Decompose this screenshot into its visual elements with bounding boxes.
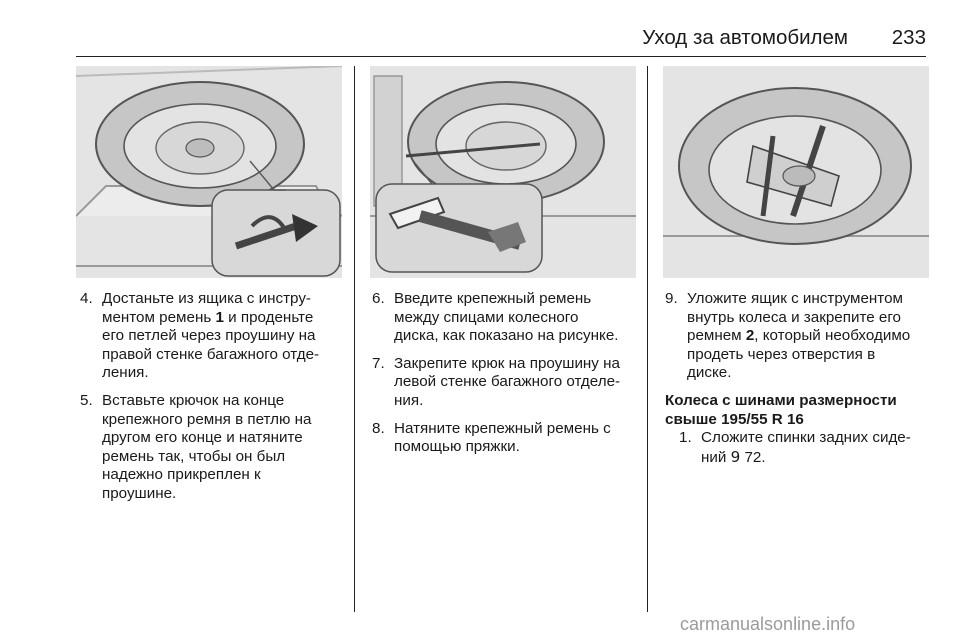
callout-number: 1 [215, 308, 224, 326]
list-item-number: 5. [80, 391, 93, 409]
callout-number: 2 [745, 327, 755, 345]
list-item-number: 6. [372, 290, 385, 307]
page-reference-icon: 9 [730, 447, 741, 466]
list-item-text: Сложите спинки задних сиде- ний 9 72. [701, 429, 911, 466]
list-item-number: 8. [372, 419, 385, 437]
figure-strap-through-rim [370, 66, 636, 278]
figure-2-drawing [370, 66, 636, 278]
list-item [665, 290, 933, 383]
header-rule [76, 56, 926, 57]
list-item-text: Натяните крепежный ремень с помощью пряжки. [394, 419, 611, 456]
list-item [372, 290, 640, 346]
list-item-number: 4. [80, 290, 93, 307]
text-column-1 [80, 290, 352, 513]
list-item [372, 355, 640, 411]
list-item [80, 290, 352, 383]
section-heading: Колеса с шинами размерности свыше 195/55 R 16 [665, 391, 897, 428]
figure-trunk-strap-right [76, 66, 342, 278]
text-column-2 [372, 290, 640, 466]
list-item-number: 1. [679, 429, 692, 447]
list-item-text: Достаньте из ящика с инстру- ментом ремень 1 и проденьте его петлей через проушину на правой стенке багажного отде- ления. [102, 290, 320, 382]
list-item [80, 392, 352, 504]
column-divider-2 [647, 66, 648, 612]
text-column-3 [665, 290, 933, 467]
figure-toolbox-in-wheel [663, 66, 929, 278]
figure-3-drawing [663, 66, 929, 278]
page-number: 233 [891, 26, 926, 49]
figure-1-drawing [76, 66, 342, 278]
list-item-number: 9. [665, 290, 678, 307]
list-item-number: 7. [372, 354, 385, 372]
list-item-text: Закрепите крюк на проушину на левой стенке багажного отделе- ния. [394, 354, 621, 409]
list-item-text: Вставьте крючок на конце крепежного ремня в петлю на другом его конце и натяните ремень так, чтобы он был надежно прикреплен к проушине. [102, 391, 312, 502]
list-item [665, 429, 933, 467]
column-divider-1 [354, 66, 355, 612]
list-item [372, 420, 640, 457]
watermark: carmanualsonline.info [680, 614, 856, 634]
list-item-text: Введите крепежный ремень между спицами колесного диска, как показано на рисунке. [394, 290, 619, 345]
running-header-title: Уход за автомобилем [642, 26, 848, 49]
list-item-text: Уложите ящик с инструментом внутрь колеса и закрепите его ремнем 2, который необходимо продеть через отверстия в диске. [687, 290, 911, 382]
